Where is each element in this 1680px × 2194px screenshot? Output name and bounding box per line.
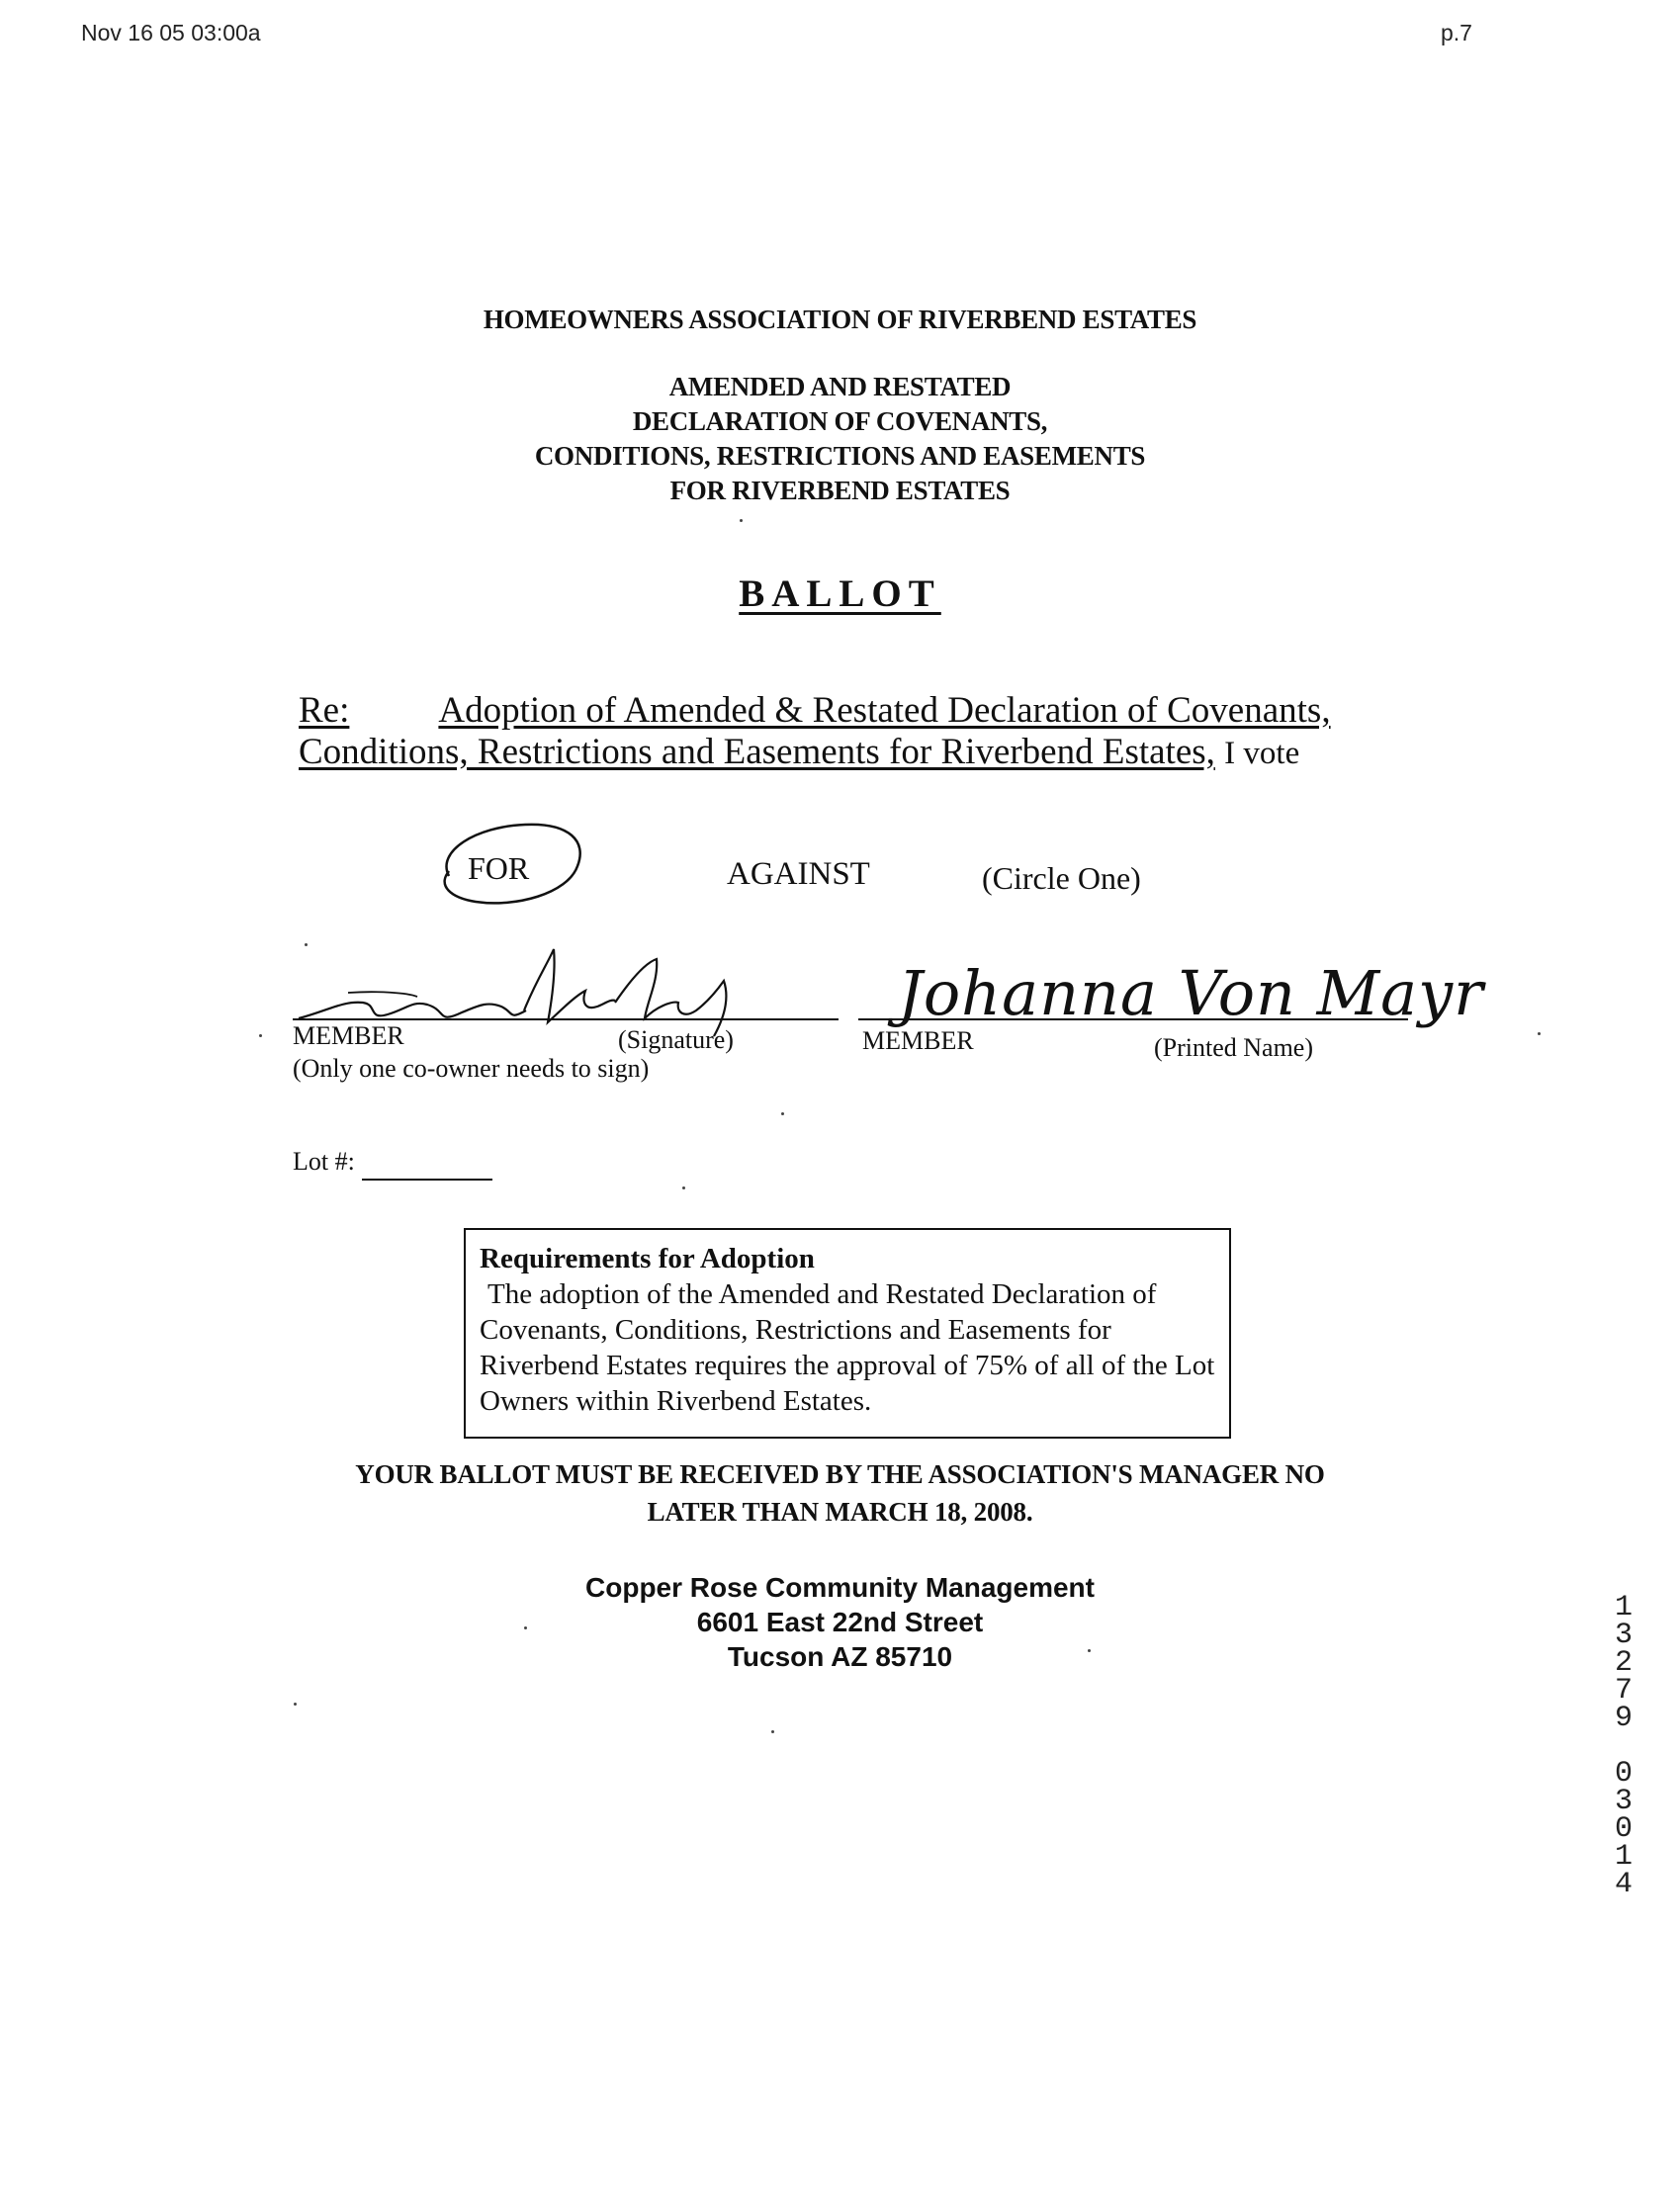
document-number — [1602, 1591, 1645, 1901]
member-label: MEMBER — [293, 1021, 404, 1050]
scan-speck — [1088, 1649, 1091, 1652]
printed-member-label: MEMBER — [862, 1026, 974, 1055]
ballot-heading — [0, 571, 1680, 616]
requirements-body: The adoption of the Amended and Restated Declaration of Covenants, Conditions, Restrictions and Easements for Riverbend Estates requires the approval of 75% of all of the Lot Owners within Riverbend Estates. — [480, 1278, 1215, 1417]
printed-name-label: (Printed Name) — [1154, 1033, 1314, 1062]
signature-label: (Signature) — [618, 1025, 734, 1054]
deadline-line-2: LATER THAN MARCH 18, 2008. — [647, 1497, 1033, 1527]
lot-number-field[interactable] — [362, 1179, 492, 1181]
ballot-heading-text: BALLOT — [739, 572, 941, 615]
title-line: CONDITIONS, RESTRICTIONS AND EASEMENTS — [534, 441, 1146, 471]
requirements-box — [464, 1228, 1231, 1439]
document-number-digit: 1 — [1614, 1591, 1633, 1624]
scan-speck — [305, 943, 308, 946]
document-title — [0, 370, 1680, 508]
document-number-digit: 7 — [1614, 1674, 1633, 1708]
management-city: Tucson AZ 85710 — [727, 1641, 953, 1672]
re-statement — [299, 690, 1446, 774]
document-number-digit: 3 — [1614, 1619, 1633, 1652]
deadline-notice — [0, 1455, 1680, 1531]
management-street: 6601 East 22nd Street — [696, 1607, 984, 1637]
fax-timestamp: Nov 16 05 03:00a — [81, 20, 261, 45]
vote-option-against[interactable]: AGAINST — [727, 856, 870, 892]
scan-speck — [771, 1730, 774, 1733]
management-name: Copper Rose Community Management — [585, 1572, 1095, 1603]
re-label: Re: — [299, 690, 350, 731]
title-line: FOR RIVERBEND ESTATES — [669, 476, 1011, 505]
document-number-digit: 4 — [1614, 1868, 1633, 1901]
deadline-line-1: YOUR BALLOT MUST BE RECEIVED BY THE ASSOCIATION'S MANAGER NO — [355, 1459, 1325, 1489]
management-address — [0, 1570, 1680, 1674]
title-line: AMENDED AND RESTATED — [668, 372, 1012, 401]
document-number-digit: 9 — [1614, 1702, 1633, 1735]
document-number-digit — [1602, 1732, 1645, 1760]
association-name: HOMEOWNERS ASSOCIATION OF RIVERBEND ESTATES — [483, 305, 1197, 334]
fax-page-number: p.7 — [1441, 20, 1472, 45]
scan-speck — [740, 519, 743, 522]
vote-option-for[interactable]: FOR — [468, 850, 530, 886]
scan-speck — [781, 1112, 784, 1115]
lot-label: Lot #: — [293, 1147, 355, 1176]
scan-speck — [524, 1626, 527, 1629]
co-owner-note: (Only one co-owner needs to sign) — [293, 1054, 650, 1083]
document-number-digit: 3 — [1614, 1785, 1633, 1818]
title-line: DECLARATION OF COVENANTS, — [632, 406, 1048, 436]
signature-line[interactable] — [293, 1018, 839, 1020]
requirements-title: Requirements for Adoption — [480, 1243, 815, 1274]
vote-instruction: (Circle One) — [982, 860, 1141, 896]
scan-speck — [682, 1186, 685, 1189]
document-number-digit: 2 — [1614, 1646, 1633, 1680]
document-number-digit: 0 — [1614, 1757, 1633, 1791]
scan-speck — [259, 1034, 262, 1037]
re-line-2: Conditions, Restrictions and Easements for Riverbend Estates, — [299, 732, 1215, 772]
re-line-1: Adoption of Amended & Restated Declaration of Covenants, — [438, 690, 1331, 731]
re-suffix: I vote — [1224, 736, 1300, 771]
printed-name-value: Johanna Von Mayr — [898, 957, 1484, 1029]
scan-speck — [1538, 1032, 1541, 1035]
document-number-digit: 1 — [1614, 1840, 1633, 1874]
document-number-digit: 0 — [1614, 1812, 1633, 1846]
scan-speck — [294, 1703, 297, 1706]
